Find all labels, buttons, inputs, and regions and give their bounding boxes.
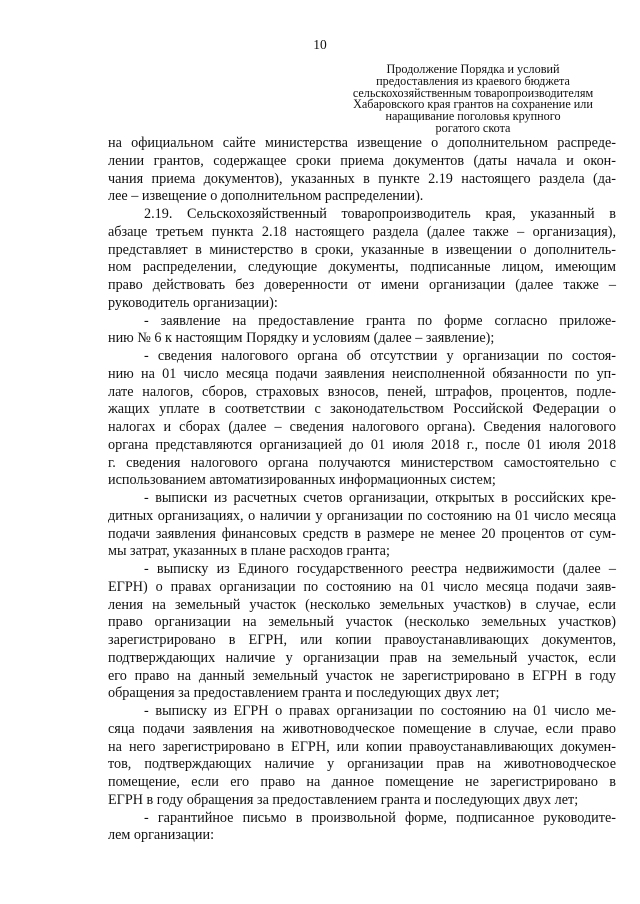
text-line: на официальном сайте министерства извещение о дополнительном распреде- (108, 135, 616, 151)
text-line: дитных организациях, о наличии у организации по состоянию на 01 число месяца (108, 507, 616, 524)
text-line: руководитель организации): (108, 294, 278, 311)
text-line: ления на земельный участок (несколько земельных участков) в случае, если (108, 596, 616, 613)
header-line: наращивание поголовья крупного (385, 109, 561, 124)
text-line: г. сведения налогового органа получаются министерством самостоятельно с (108, 454, 616, 471)
body-text (108, 135, 616, 845)
text-line: лее – извещение о дополнительном распределении). (108, 188, 424, 205)
text-line: - выписки из расчетных счетов организации, открытых в российских кре- (144, 490, 616, 506)
text-line: сяца подачи заявления на животноводческое помещение в случае, если право (108, 720, 616, 737)
text-line: право действовать без доверенности от имени организации (далее также – (108, 277, 616, 293)
text-line: подачи заявления финансовых средств в размере не менее 20 процентов от сум- (108, 525, 616, 542)
text-line: его право на данный земельный участок не зарегистрировано в ЕГРН в году (108, 667, 616, 684)
text-line: - сведения налогового органа об отсутствии у организации по состоя- (144, 348, 616, 364)
text-line: - заявление на предоставление гранта по форме согласно приложе- (144, 312, 616, 329)
text-line: ном распределении, следующие документы, подписанные лицом, имеющим (108, 259, 616, 276)
text-line: использованием автоматизированных информационных систем; (108, 472, 496, 489)
list-item-guarantee-letter (108, 810, 616, 846)
paragraph-2-19 (108, 206, 616, 313)
text-line: тов, подтверждающих наличие у организации прав на животноводческое (108, 756, 616, 773)
text-line: лении грантов, содержащее сроки приема документов (даты начала и окон- (108, 152, 616, 169)
text-line: абзаце третьем пункта 2.18 настоящего раздела (далее также – организация), (108, 223, 616, 240)
header-line: Продолжение Порядка и условий (386, 62, 560, 76)
text-line: - выписку из ЕГРН о правах организации по состоянию на 01 число ме- (144, 703, 616, 719)
header-line: сельскохозяйственным товаропроизводителям (352, 85, 594, 100)
text-line: 2.19. Сельскохозяйственный товаропроизводитель края, указанный в (144, 206, 616, 222)
text-line: - выписку из Единого государственного реестра недвижимости (далее – (144, 561, 616, 577)
header-line: предоставления из краевого бюджета (376, 73, 570, 88)
text-line: на него зарегистрировано в ЕГРН, или копии правоустанавливающих докумен- (108, 738, 616, 755)
header-line: рогатого скота (435, 120, 511, 135)
text-line: зарегистрировано в ЕГРН, или копии правоустанавливающих документов, (108, 632, 616, 648)
text-line: налогах и сборах (далее – сведения налогового органа). Сведения налогового (108, 419, 616, 435)
list-item-land-registry (108, 561, 616, 703)
text-line: нию на 01 число месяца подачи заявления неисполненной обязанности по уп- (108, 365, 616, 382)
list-item-tax-info (108, 348, 616, 490)
paragraph-continuation (108, 135, 616, 206)
text-line: помещение, если его право на данное помещение не зарегистрировано в (108, 774, 616, 790)
text-line: нию № 6 к настоящим Порядку и условиям (далее – заявление); (108, 330, 495, 347)
text-line: право организации на земельный участок (несколько земельных участков) (108, 614, 616, 631)
header-line: Хабаровского края грантов на сохранение или (353, 97, 593, 112)
page-number: 10 (313, 37, 327, 52)
text-line: обращения за предоставлением гранта и последующих двух лет; (108, 685, 500, 702)
text-line: лем организации: (108, 827, 215, 844)
text-line: ЕГРН в году обращения за предоставлением гранта и последующих двух лет; (108, 791, 579, 808)
list-item-bank-statements (108, 490, 616, 561)
text-line: подтверждающих наличие у организации прав на земельный участок, если (108, 649, 616, 666)
list-item-application (108, 313, 616, 349)
text-line: представляет в министерство в сроки, указанные в извещении о дополнитель- (108, 241, 616, 258)
continuation-header (352, 64, 594, 135)
text-line: ЕГРН) о правах организации по состоянию на 01 число месяца подачи заяв- (108, 578, 616, 595)
text-line: органа представляются организацией до 01 июля 2018 г., после 01 июля 2018 (108, 436, 616, 453)
text-line: лате налогов, сборов, страховых взносов, пеней, штрафов, процентов, подле- (108, 383, 616, 400)
text-line: - гарантийное письмо в произвольной форме, подписанное руководите- (144, 809, 616, 826)
text-line: мы затрат, указанных в плане расходов гранта; (108, 543, 390, 560)
text-line: чания приема документов), указанных в пункте 2.19 настоящего раздела (да- (108, 170, 616, 187)
text-line: жащих уплате в соответствии с законодательством Российской Федерации о (108, 401, 616, 418)
list-item-livestock-premises (108, 703, 616, 810)
